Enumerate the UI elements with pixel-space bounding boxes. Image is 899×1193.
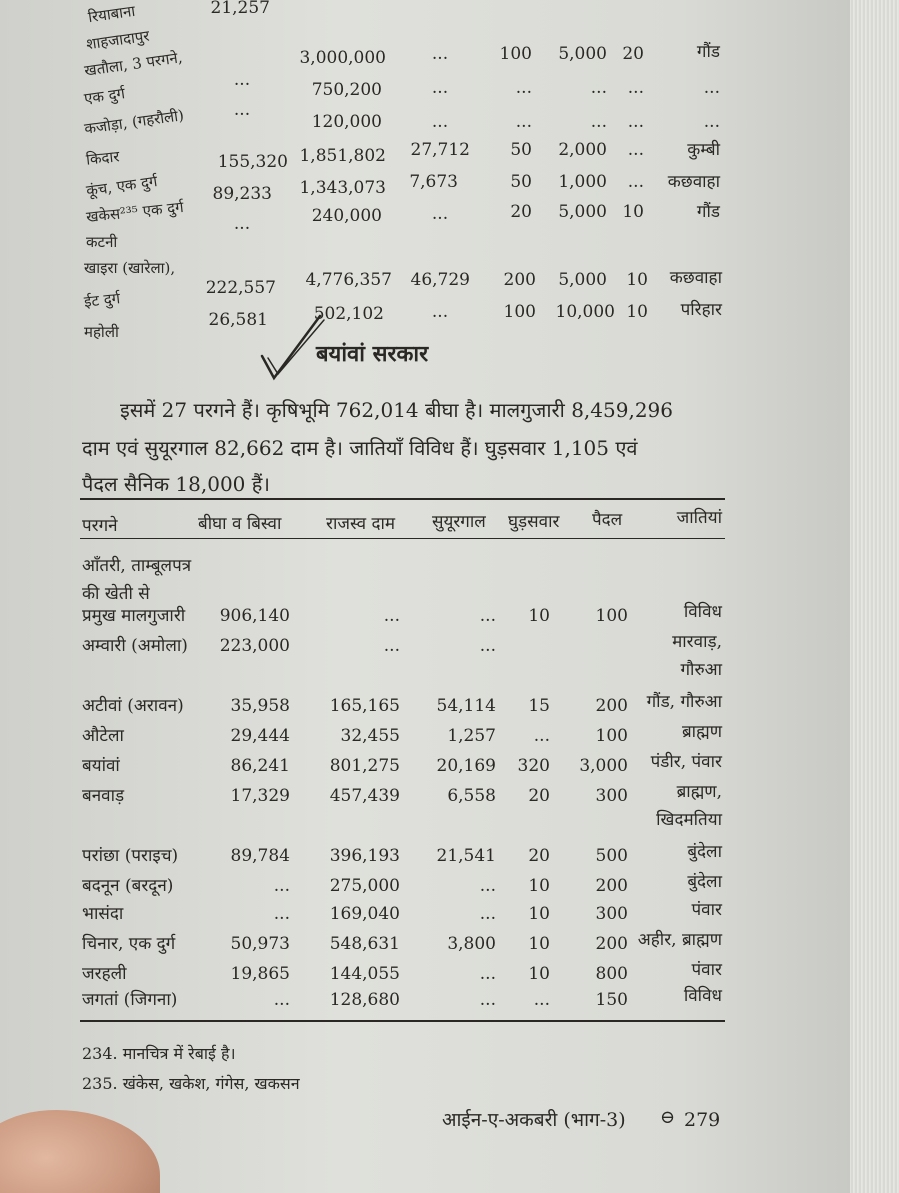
row-jatiyan-cont: खिदमतिया: [656, 810, 722, 830]
row-jatiyan: ब्राह्मण: [681, 722, 722, 742]
top-row-c4: 50: [510, 140, 532, 160]
row-bigha: 19,865: [230, 964, 290, 984]
row-jatiyan: पंवार: [691, 960, 722, 980]
top-row-name: शाहजादापुर: [85, 26, 151, 54]
row-bigha: ...: [273, 876, 290, 896]
row-pargane: भासंदा: [82, 904, 124, 924]
top-row-name: ईट दुर्ग: [83, 289, 121, 311]
top-row-c6: ...: [627, 112, 644, 132]
row-jatiyan: मारवाड़,: [672, 632, 722, 652]
top-row-c1: 222,557: [205, 278, 276, 298]
top-row-caste: ...: [703, 78, 720, 98]
header-pargane: परगने: [82, 516, 118, 536]
page-edges: [850, 0, 899, 1193]
row-jatiyan: विविध: [683, 602, 722, 622]
top-row-c2: 1,343,073: [299, 178, 386, 198]
top-row-c2: 4,776,357: [305, 270, 392, 290]
row-bigha: 35,958: [230, 696, 290, 716]
section-paragraph-line3: पैदल सैनिक 18,000 हैं।: [82, 472, 270, 496]
row-ghudsawar: 320: [517, 756, 550, 776]
top-row-c4: 200: [503, 270, 536, 290]
top-row-c5: 10,000: [555, 302, 615, 322]
row-jatiyan: विविध: [683, 986, 722, 1006]
row-paidal: 100: [595, 726, 628, 746]
top-row-c6: 10: [626, 302, 648, 322]
top-row-c5: 5,000: [558, 44, 607, 64]
top-row-name: कजोड़ा, (गहरौली): [83, 106, 185, 138]
row-ghudsawar: ...: [533, 990, 550, 1010]
row-pargane: परांछा (पराइच): [82, 846, 179, 866]
header-suyurgal: सुयूरगाल: [432, 512, 486, 532]
top-row-c5: ...: [590, 112, 607, 132]
top-row-c3: 27,712: [410, 140, 470, 160]
top-row-name: महोली: [84, 323, 119, 341]
row-rajasva: 169,040: [329, 904, 400, 924]
row-suyurgal: ...: [479, 904, 496, 924]
top-row-caste: गौंड: [696, 42, 720, 62]
top-row-c3: ...: [431, 44, 449, 64]
row-pargane: जगतां (जिगना): [82, 990, 178, 1010]
top-row-c1: 89,233: [212, 184, 272, 204]
footnote-235: 235. खंकेस, खकेश, गंगेस, खकसन: [82, 1074, 300, 1093]
intro-line: की खेती से: [82, 584, 150, 604]
top-row-name: खकेस²³⁵ एक दुर्ग: [85, 197, 185, 227]
row-ghudsawar: 20: [528, 846, 550, 866]
row-bigha: ...: [273, 990, 290, 1010]
row-pargane: बदनून (बरदून): [82, 876, 174, 896]
top-row-caste: कुम्बी: [687, 140, 720, 160]
row-pargane: अम्वारी (अमोला): [82, 636, 188, 656]
row-rajasva: 801,275: [329, 756, 400, 776]
row-ghudsawar: 10: [528, 964, 550, 984]
row-jatiyan: बुंदेला: [687, 872, 722, 892]
section-title: बयांवां सरकार: [316, 341, 429, 367]
row-bigha: 17,329: [230, 786, 290, 806]
top-row-caste: कछवाहा: [667, 172, 720, 192]
top-row-c5: 5,000: [558, 270, 607, 290]
header-rajasva: राजस्व दाम: [326, 514, 396, 534]
top-row-c2: 240,000: [311, 206, 382, 226]
top-row-c4: 50: [510, 172, 532, 192]
top-row-caste: कछवाहा: [669, 268, 722, 288]
top-row-c2: 502,102: [313, 304, 384, 324]
thumb-photo: [0, 1110, 160, 1193]
row-ghudsawar: 15: [528, 696, 550, 716]
top-row-c6: 10: [622, 202, 644, 222]
row-rajasva: 396,193: [329, 846, 400, 866]
top-row-name: कटनी: [86, 233, 118, 251]
row-rajasva: ...: [383, 636, 400, 656]
top-row-c6: ...: [627, 78, 644, 98]
running-footer-title: आईन-ए-अकबरी (भाग-3): [442, 1109, 626, 1131]
row-suyurgal: 54,114: [436, 696, 496, 716]
row-suyurgal: 1,257: [447, 726, 496, 746]
top-row-c4: ...: [515, 112, 532, 132]
top-row-c2: 3,000,000: [299, 48, 386, 68]
top-row-c1: ...: [233, 70, 251, 90]
top-row-c4: ...: [515, 78, 532, 98]
table-bottom-rule: [80, 1020, 725, 1022]
row-suyurgal: 20,169: [436, 756, 496, 776]
row-rajasva: 165,165: [329, 696, 400, 716]
top-row-c4: 100: [499, 44, 532, 64]
section-paragraph-line1: इसमें 27 परगने हैं। कृषिभूमि 762,014 बीघा है। मालगुजारी 8,459,296: [120, 398, 673, 422]
row-paidal: 3,000: [579, 756, 628, 776]
row-paidal: 300: [595, 904, 628, 924]
table-header-rule: [80, 538, 725, 539]
footnote-234: 234. मानचित्र में रेबाई है।: [82, 1044, 236, 1063]
top-row-caste: परिहार: [680, 300, 722, 320]
row-rajasva: 32,455: [340, 726, 400, 746]
intro-line: आँतरी, ताम्बूलपत्र: [82, 556, 192, 576]
top-row-c5: 5,000: [558, 202, 607, 222]
top-row-c3: 46,729: [410, 270, 470, 290]
top-row-c2: 750,200: [311, 80, 382, 100]
top-row-c6: 10: [626, 270, 648, 290]
row-paidal: 800: [595, 964, 628, 984]
row-ghudsawar: ...: [533, 726, 550, 746]
top-row-name: किदार: [85, 147, 121, 169]
row-pargane: प्रमुख मालगुजारी: [82, 606, 186, 626]
row-bigha: 223,000: [219, 636, 290, 656]
top-row-caste: गौंड: [696, 202, 720, 222]
top-row-name: कूंच, एक दुर्ग: [85, 172, 159, 200]
row-jatiyan: गौंड, गौरुआ: [646, 692, 722, 712]
top-row-c1: 26,581: [208, 310, 268, 330]
row-jatiyan: ब्राह्मण,: [676, 782, 722, 802]
row-jatiyan: अहीर, ब्राह्मण: [637, 930, 722, 950]
top-row-name: एक दुर्ग: [82, 84, 127, 108]
row-rajasva: 457,439: [329, 786, 400, 806]
top-row-c4: 20: [510, 202, 532, 222]
row-rajasva: 128,680: [329, 990, 400, 1010]
row-pargane: औटेला: [82, 726, 124, 746]
header-bigha: बीघा व बिस्वा: [198, 514, 282, 534]
row-suyurgal: ...: [479, 990, 496, 1010]
top-row-c1: ...: [233, 100, 251, 120]
top-row-name: खाइरा (खारेला),: [84, 259, 176, 277]
row-jatiyan: पंडीर, पंवार: [650, 752, 722, 772]
row-paidal: 200: [595, 934, 628, 954]
row-jatiyan-cont: गौरुआ: [680, 660, 722, 680]
row-paidal: 300: [595, 786, 628, 806]
row-paidal: 200: [595, 696, 628, 716]
top-row-c2: 120,000: [311, 112, 382, 132]
top-row-c3: ...: [431, 302, 449, 322]
row-suyurgal: 3,800: [447, 934, 496, 954]
row-paidal: 500: [595, 846, 628, 866]
row-bigha: ...: [273, 904, 290, 924]
row-pargane: चिनार, एक दुर्ग: [82, 934, 176, 954]
top-row-c4: 100: [503, 302, 536, 322]
row-suyurgal: ...: [479, 876, 496, 896]
top-row-c3: ...: [431, 204, 449, 224]
top-row-caste: ...: [703, 112, 720, 132]
section-paragraph-line2: दाम एवं सुयूरगाल 82,662 दाम है। जातियाँ विविध हैं। घुड़सवार 1,105 एवं: [82, 436, 638, 460]
row-jatiyan: बुंदेला: [687, 842, 722, 862]
row-bigha: 86,241: [230, 756, 290, 776]
top-row-name: रियाबाना: [86, 1, 137, 27]
row-pargane: जरहली: [82, 964, 127, 984]
header-jatiyan: जातियां: [676, 508, 722, 528]
top-row-c6: 20: [622, 44, 644, 64]
header-ghudsawar: घुड़सवार: [508, 512, 560, 532]
top-row-c6: ...: [627, 172, 644, 192]
row-suyurgal: ...: [479, 636, 496, 656]
row-bigha: 29,444: [230, 726, 290, 746]
row-suyurgal: ...: [479, 964, 496, 984]
row-pargane: बनवाड़: [82, 786, 125, 806]
top-row-c2: 1,851,802: [299, 146, 386, 166]
row-bigha: 89,784: [230, 846, 290, 866]
top-row-c3: ...: [431, 112, 449, 132]
top-row-c5: 2,000: [558, 140, 607, 160]
row-suyurgal: 21,541: [436, 846, 496, 866]
row-bigha: 50,973: [230, 934, 290, 954]
row-ghudsawar: 10: [528, 934, 550, 954]
ornament-icon: ⊖: [660, 1107, 676, 1128]
top-row-c1: 21,257: [210, 0, 270, 18]
top-row-c1: ...: [233, 214, 251, 234]
row-paidal: 200: [595, 876, 628, 896]
table-top-rule: [80, 498, 725, 500]
header-paidal: पैदल: [592, 510, 623, 530]
row-rajasva: 144,055: [329, 964, 400, 984]
row-jatiyan: पंवार: [691, 900, 722, 920]
row-rajasva: ...: [383, 606, 400, 626]
row-ghudsawar: 10: [528, 876, 550, 896]
top-row-name: खतौला, 3 परगने,: [83, 48, 184, 80]
top-row-c5: 1,000: [558, 172, 607, 192]
top-row-c5: ...: [590, 78, 607, 98]
top-row-c1: 155,320: [217, 152, 288, 172]
row-ghudsawar: 20: [528, 786, 550, 806]
row-ghudsawar: 10: [528, 606, 550, 626]
row-suyurgal: 6,558: [447, 786, 496, 806]
page-number: 279: [684, 1109, 721, 1131]
top-row-c6: ...: [627, 140, 644, 160]
row-suyurgal: ...: [479, 606, 496, 626]
row-ghudsawar: 10: [528, 904, 550, 924]
row-rajasva: 275,000: [329, 876, 400, 896]
row-pargane: बयांवां: [82, 756, 120, 776]
row-pargane: अटीवां (अरावन): [82, 696, 184, 716]
row-paidal: 100: [595, 606, 628, 626]
row-rajasva: 548,631: [329, 934, 400, 954]
row-bigha: 906,140: [219, 606, 290, 626]
top-row-c3: 7,673: [409, 172, 458, 192]
row-paidal: 150: [595, 990, 628, 1010]
top-row-c3: ...: [431, 78, 449, 98]
